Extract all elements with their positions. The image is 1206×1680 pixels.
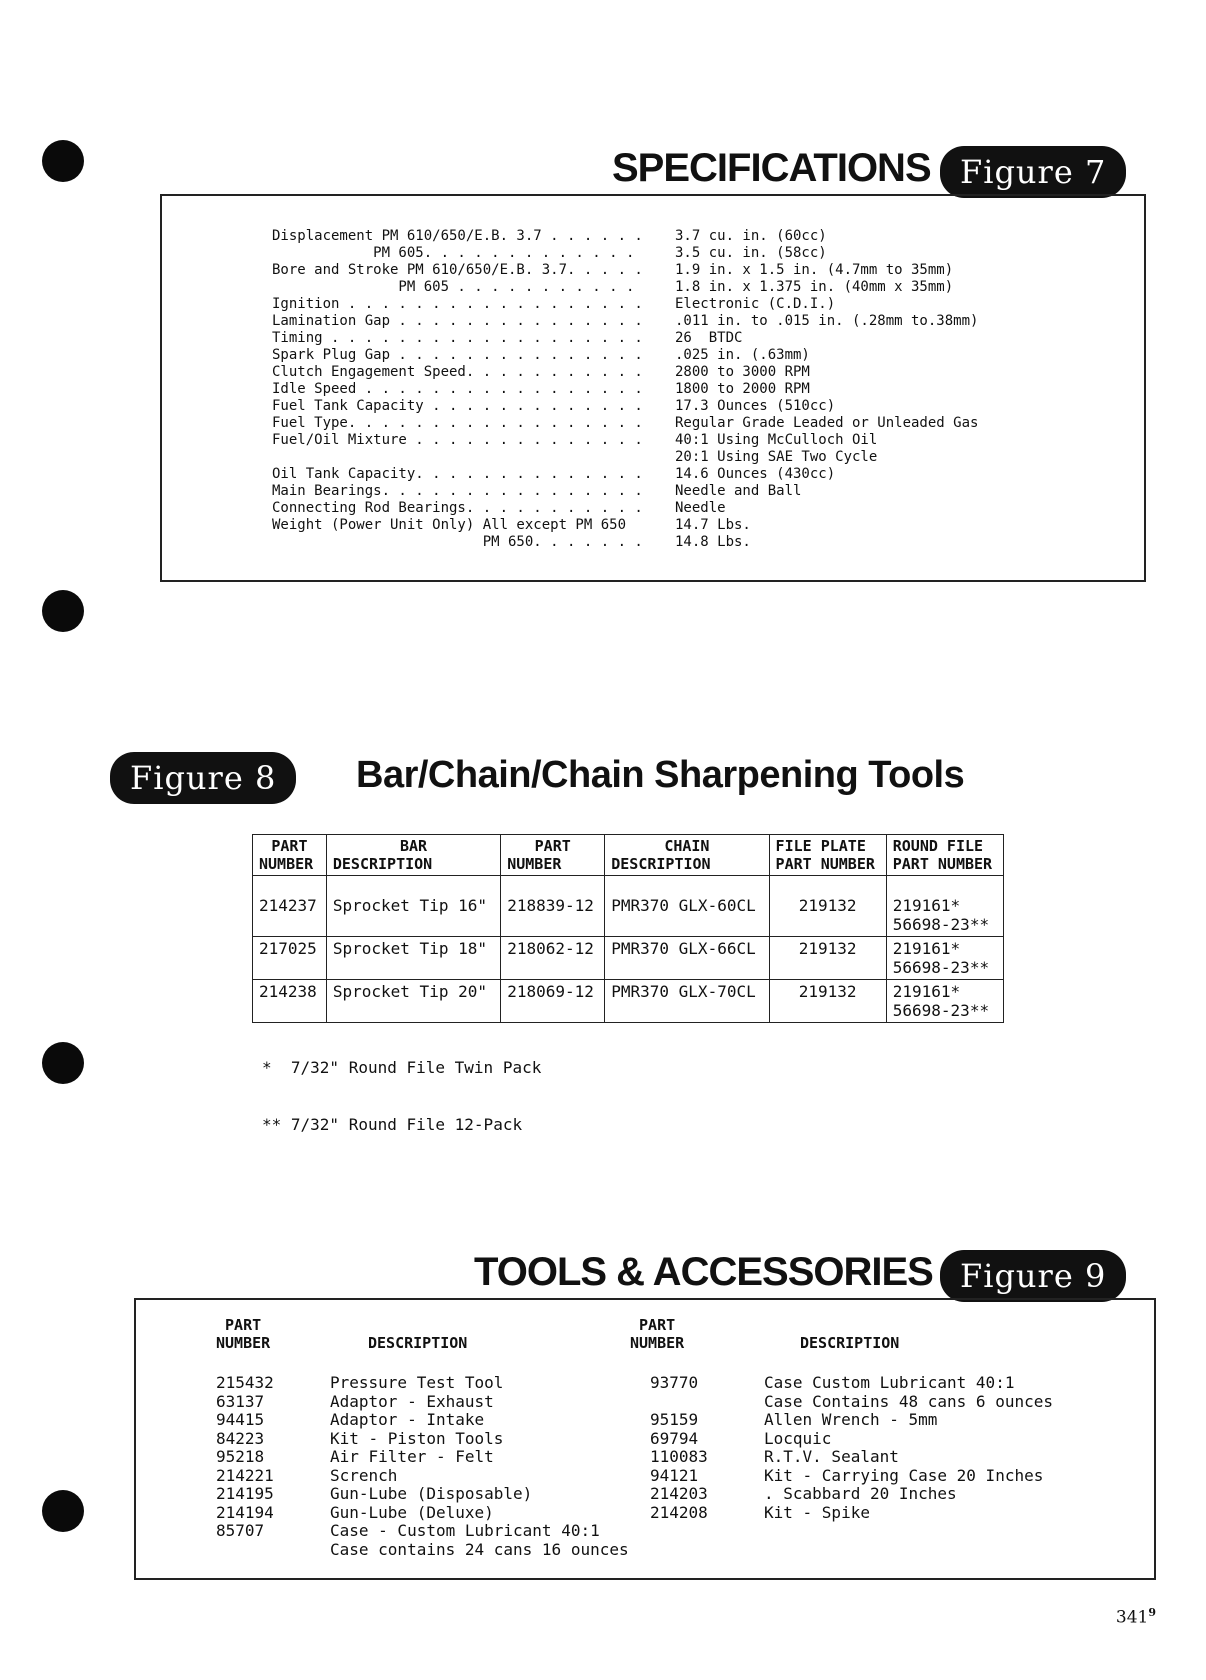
spec-label: Fuel Tank Capacity . . . . . . . . . . . . . — [272, 398, 643, 414]
cell-chain-description: PMR370 GLX-66CL — [605, 937, 769, 980]
list-item: Adaptor - Exhaust — [330, 1391, 494, 1411]
spec-label: Bore and Stroke PM 610/650/E.B. 3.7. . . . . — [272, 262, 643, 278]
spec-label: Oil Tank Capacity. . . . . . . . . . . . . . — [272, 466, 643, 482]
spec-row — [272, 500, 1132, 517]
col-bar-description: BAR DESCRIPTION — [326, 835, 500, 876]
table-row — [253, 937, 1004, 980]
footnote: ** 7/32" Round File 12-Pack — [262, 1115, 523, 1134]
cell-chain-part: 218062-12 — [501, 937, 605, 980]
list-item: Kit - Piston Tools — [330, 1428, 504, 1448]
list-item: 85707 — [216, 1521, 265, 1540]
cell-bar-part: 214237 — [253, 876, 327, 937]
spec-value: Regular Grade Leaded or Unleaded Gas — [675, 415, 979, 431]
list-item: 69794 — [650, 1428, 699, 1448]
cell-bar-part: 214238 — [253, 980, 327, 1023]
cell-chain-part: 218839-12 — [501, 876, 605, 937]
tools-title: TOOLS & ACCESSORIES — [474, 1250, 933, 1294]
specifications-title: SPECIFICATIONS — [612, 146, 931, 190]
list-item: . Scabbard 20 Inches — [764, 1484, 957, 1503]
spec-row — [272, 262, 1132, 279]
left-description-header: DESCRIPTION — [368, 1334, 468, 1352]
spec-value: 40:1 Using McCulloch Oil — [675, 432, 878, 448]
round-file-part: 56698-23** — [892, 915, 990, 934]
figure-8-badge: Figure 8 — [110, 752, 296, 804]
spec-value: Needle and Ball — [675, 483, 802, 499]
cell-file-plate: 219132 — [769, 980, 886, 1023]
spec-label: Weight (Power Unit Only) All except PM 650 — [272, 517, 627, 533]
spec-row — [272, 245, 1132, 262]
round-file-part: 219161* — [892, 982, 961, 1001]
list-item: 214195 — [216, 1484, 274, 1503]
cell-bar-description: Sprocket Tip 18" — [326, 937, 500, 980]
spec-row — [272, 296, 1132, 313]
list-item: Gun-Lube (Deluxe) — [330, 1502, 494, 1522]
list-item: Adaptor - Intake — [330, 1410, 485, 1429]
list-item: 94121 — [650, 1465, 699, 1485]
col-file-plate: FILE PLATE PART NUMBER — [769, 835, 886, 876]
spec-value: 1.8 in. x 1.375 in. (40mm x 35mm) — [675, 279, 954, 295]
spec-value: .011 in. to .015 in. (.28mm to.38mm) — [675, 313, 979, 329]
spec-value: 26 BTDC — [675, 330, 743, 346]
list-item: Case - Custom Lubricant 40:1 — [330, 1521, 600, 1540]
spec-row — [272, 517, 1132, 534]
list-item: 93770 — [650, 1373, 699, 1392]
spec-value: 1800 to 2000 RPM — [675, 381, 810, 397]
figure-7-badge: Figure 7 — [940, 146, 1126, 198]
spec-value: 14.7 Lbs. — [675, 517, 751, 533]
spec-row — [272, 313, 1132, 330]
spec-label: Lamination Gap . . . . . . . . . . . . . . . — [272, 313, 643, 329]
list-item: Scrench — [330, 1465, 398, 1485]
page-number: $341^9$ — [1115, 1606, 1156, 1628]
list-item: 214208 — [650, 1502, 708, 1522]
spec-row — [272, 279, 1132, 296]
table-row — [253, 876, 1004, 937]
list-item: Case Contains 48 cans 6 ounces — [764, 1391, 1053, 1411]
spec-label: Clutch Engagement Speed. . . . . . . . . . . — [272, 364, 643, 380]
list-item: 63137 — [216, 1391, 265, 1411]
spec-label: PM 650. . . . . . . — [272, 534, 643, 550]
list-item: 214221 — [216, 1465, 274, 1485]
right-part-number-header: PART NUMBER — [630, 1316, 685, 1352]
cell-chain-description: PMR370 GLX-70CL — [605, 980, 769, 1023]
round-file-part: 219161* — [892, 896, 961, 915]
list-item: 84223 — [216, 1428, 265, 1448]
spec-row — [272, 432, 1132, 449]
left-part-number-header: PART NUMBER — [216, 1316, 271, 1352]
list-item: R.T.V. Sealant — [764, 1447, 899, 1466]
round-file-part: 56698-23** — [892, 958, 990, 977]
list-item: Gun-Lube (Disposable) — [330, 1484, 533, 1503]
list-item: 215432 — [216, 1373, 274, 1392]
spec-value: Needle — [675, 500, 726, 516]
spec-label: Fuel Type. . . . . . . . . . . . . . . . . . — [272, 415, 643, 431]
cell-bar-description: Sprocket Tip 16" — [326, 876, 500, 937]
spec-value: 3.7 cu. in. (60cc) — [675, 228, 827, 244]
left-part-column — [216, 1374, 274, 1559]
binder-hole — [42, 1490, 84, 1532]
col-chain-description: CHAIN DESCRIPTION — [605, 835, 769, 876]
list-item: 110083 — [650, 1447, 708, 1466]
spec-label: Connecting Rod Bearings. . . . . . . . . . . — [272, 500, 643, 516]
spec-label: Spark Plug Gap . . . . . . . . . . . . . . . — [272, 347, 643, 363]
binder-hole — [42, 140, 84, 182]
bar-chain-table — [252, 834, 1004, 1023]
spec-row — [272, 330, 1132, 347]
binder-hole — [42, 590, 84, 632]
cell-bar-part: 217025 — [253, 937, 327, 980]
spec-list — [272, 228, 1132, 568]
spec-row — [272, 483, 1132, 500]
spec-value: Electronic (C.D.I.) — [675, 296, 836, 312]
spec-row — [272, 534, 1132, 551]
list-item: Case Custom Lubricant 40:1 — [764, 1373, 1015, 1392]
spec-row — [272, 364, 1132, 381]
spec-label: Ignition . . . . . . . . . . . . . . . . . . — [272, 296, 643, 312]
cell-round-file — [886, 876, 1003, 937]
right-description-column — [764, 1374, 1053, 1522]
list-item: Pressure Test Tool — [330, 1373, 504, 1392]
round-file-part: 219161* — [892, 939, 961, 958]
spec-value: 14.8 Lbs. — [675, 534, 751, 550]
spec-row — [272, 415, 1132, 432]
bar-chain-title: Bar/Chain/Chain Sharpening Tools — [356, 754, 965, 796]
figure-9-badge: Figure 9 — [940, 1250, 1126, 1302]
spec-value: 14.6 Ounces (430cc) — [675, 466, 836, 482]
right-part-column — [650, 1374, 708, 1522]
list-item: 94415 — [216, 1410, 265, 1429]
col-bar-part-number: PART NUMBER — [253, 835, 327, 876]
left-description-column — [330, 1374, 629, 1559]
spec-value: 20:1 Using SAE Two Cycle — [675, 449, 878, 465]
cell-round-file — [886, 937, 1003, 980]
list-item: Kit - Carrying Case 20 Inches — [764, 1465, 1044, 1485]
spec-label: Timing . . . . . . . . . . . . . . . . . . . — [272, 330, 643, 346]
cell-round-file — [886, 980, 1003, 1023]
footnote: * 7/32" Round File Twin Pack — [262, 1058, 542, 1077]
tools-box — [134, 1298, 1156, 1580]
table-header-row — [253, 835, 1004, 876]
list-item: Locquic — [764, 1428, 832, 1448]
spec-row — [272, 228, 1132, 245]
spec-value: 1.9 in. x 1.5 in. (4.7mm to 35mm) — [675, 262, 954, 278]
spec-row — [272, 449, 1132, 466]
list-item: Air Filter - Felt — [330, 1447, 494, 1466]
list-item — [216, 1541, 274, 1560]
list-item — [650, 1393, 708, 1412]
spec-value: .025 in. (.63mm) — [675, 347, 810, 363]
spec-label: Fuel/Oil Mixture . . . . . . . . . . . . . . — [272, 432, 643, 448]
spec-row — [272, 381, 1132, 398]
cell-bar-description: Sprocket Tip 20" — [326, 980, 500, 1023]
table-footnotes — [262, 1020, 541, 1153]
cell-chain-part: 218069-12 — [501, 980, 605, 1023]
table-row — [253, 980, 1004, 1023]
list-item: Case contains 24 cans 16 ounces — [330, 1539, 629, 1559]
spec-label: PM 605. . . . . . . . . . . . . — [272, 245, 635, 261]
list-item: 214203 — [650, 1484, 708, 1503]
spec-value: 3.5 cu. in. (58cc) — [675, 245, 827, 261]
list-item: Allen Wrench - 5mm — [764, 1410, 938, 1429]
round-file-part: 56698-23** — [892, 1001, 990, 1020]
col-round-file: ROUND FILE PART NUMBER — [886, 835, 1003, 876]
spec-label: Idle Speed . . . . . . . . . . . . . . . . . — [272, 381, 643, 397]
cell-file-plate: 219132 — [769, 876, 886, 937]
spec-row — [272, 398, 1132, 415]
spec-value: 2800 to 3000 RPM — [675, 364, 810, 380]
col-chain-part-number: PART NUMBER — [501, 835, 605, 876]
spec-label: Main Bearings. . . . . . . . . . . . . . . . — [272, 483, 643, 499]
spec-value: 17.3 Ounces (510cc) — [675, 398, 836, 414]
cell-chain-description: PMR370 GLX-60CL — [605, 876, 769, 937]
spec-label: PM 605 . . . . . . . . . . . — [272, 279, 635, 295]
list-item: 95218 — [216, 1447, 265, 1466]
right-description-header: DESCRIPTION — [800, 1334, 900, 1352]
list-item: Kit - Spike — [764, 1502, 870, 1522]
spec-row — [272, 347, 1132, 364]
spec-label: Displacement PM 610/650/E.B. 3.7 . . . . . . — [272, 228, 643, 244]
list-item: 214194 — [216, 1502, 274, 1522]
binder-hole — [42, 1042, 84, 1084]
cell-file-plate: 219132 — [769, 937, 886, 980]
spec-row — [272, 466, 1132, 483]
list-item: 95159 — [650, 1410, 699, 1429]
specifications-box — [160, 194, 1146, 582]
